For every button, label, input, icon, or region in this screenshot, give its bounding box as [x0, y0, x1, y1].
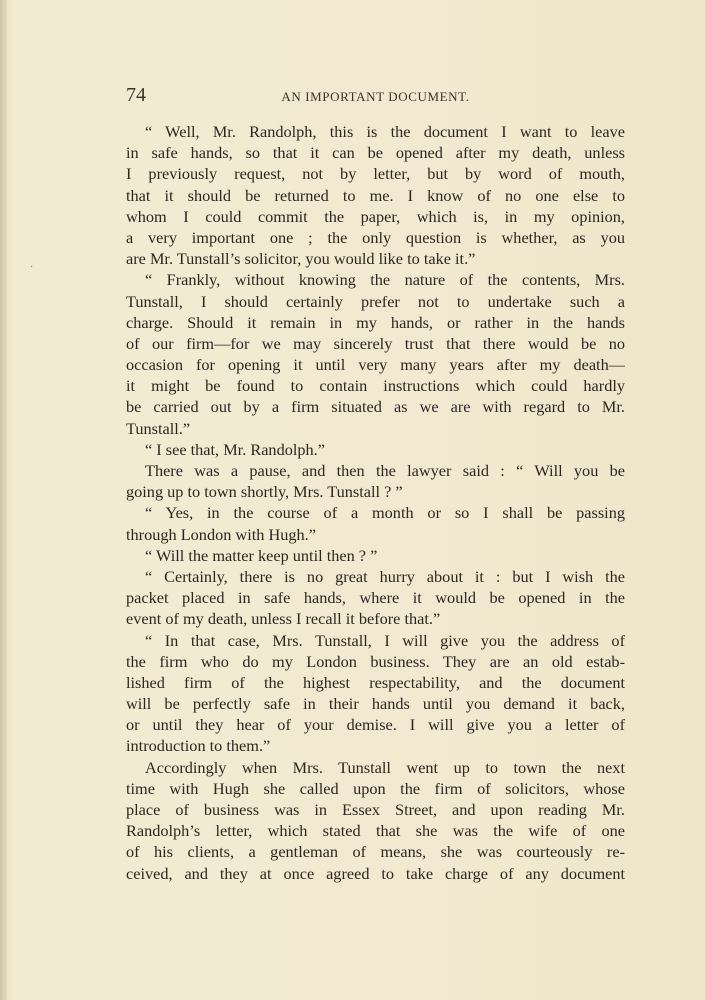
text-line: place of business was in Essex Street, and upon reading Mr. — [126, 800, 625, 819]
text-line: packet placed in safe hands, where it would be opened in the — [126, 588, 625, 608]
text-line: that it should be returned to me. I know of no one else to — [126, 185, 625, 205]
text-line: a very important one ; the only question is whether, as you — [126, 227, 625, 247]
text-line: Accordingly when Mrs. Tunstall went up to town the next — [145, 757, 625, 777]
text-line: occasion for opening it until very many years after my death— — [126, 355, 625, 375]
text-line: event of my death, unless I recall it before that.” — [126, 609, 441, 629]
text-line: “ Well, Mr. Randolph, this is the document I want to leave — [145, 122, 625, 141]
margin-mark: · — [30, 262, 34, 273]
text-line: “ I see that, Mr. Randolph.” — [145, 439, 325, 459]
text-line: going up to town shortly, Mrs. Tunstall ? ” — [126, 482, 403, 502]
text-line: of his clients, a gentleman of means, she was courteously re- — [126, 842, 625, 862]
text-line: whom I could commit the paper, which is, in my opinion, — [126, 206, 625, 226]
text-line: “ Yes, in the course of a month or so I shall be passing — [145, 503, 625, 523]
text-line: “ Will the matter keep until then ? ” — [145, 545, 378, 565]
text-line: or until they hear of your demise. I will give you a letter of — [126, 715, 625, 735]
text-line: are Mr. Tunstall’s solicitor, you would like to take it.” — [126, 249, 476, 269]
text-line: “ Certainly, there is no great hurry about it : but I wish the — [145, 566, 625, 586]
text-line: of our firm—for we may sincerely trust that there would be no — [126, 333, 625, 353]
text-line: Tunstall, I should certainly prefer not to undertake such a — [126, 291, 625, 311]
text-line: be carried out by a firm situated as we are with regard to Mr. — [126, 397, 625, 417]
text-line: I previously request, not by letter, but by word of mouth, — [126, 164, 625, 184]
text-line: in safe hands, so that it can be opened after my death, unless — [126, 143, 625, 163]
text-line: time with Hugh she called upon the firm of solicitors, whose — [126, 778, 625, 798]
text-line: “ In that case, Mrs. Tunstall, I will give you the address of — [145, 630, 625, 650]
text-line: introduction to them.” — [126, 736, 271, 756]
text-line: Randolph’s letter, which stated that she was the wife of one — [126, 821, 625, 841]
text-line: charge. Should it remain in my hands, or rather in the hands — [126, 312, 625, 332]
text-line: the firm who do my London business. They are an old estab- — [126, 651, 625, 671]
text-line: Tunstall.” — [126, 418, 191, 438]
text-line: lished firm of the highest respectability, and the document — [126, 672, 625, 692]
text-line: it might be found to contain instructions which could hardly — [126, 376, 625, 396]
page-gutter — [0, 0, 7, 1000]
text-line: through London with Hugh.” — [126, 524, 316, 544]
text-line: will be perfectly safe in their hands until you demand it back, — [126, 694, 625, 714]
text-line: “ Frankly, without knowing the nature of the contents, Mrs. — [145, 270, 625, 290]
text-line: ceived, and they at once agreed to take charge of any document — [126, 863, 625, 883]
running-head: AN IMPORTANT DOCUMENT. — [281, 89, 470, 104]
page-number: 74 — [126, 84, 146, 106]
body-text — [126, 121, 625, 884]
page-header — [126, 84, 625, 112]
text-line: There was a pause, and then the lawyer said : “ Will you be — [145, 461, 625, 480]
